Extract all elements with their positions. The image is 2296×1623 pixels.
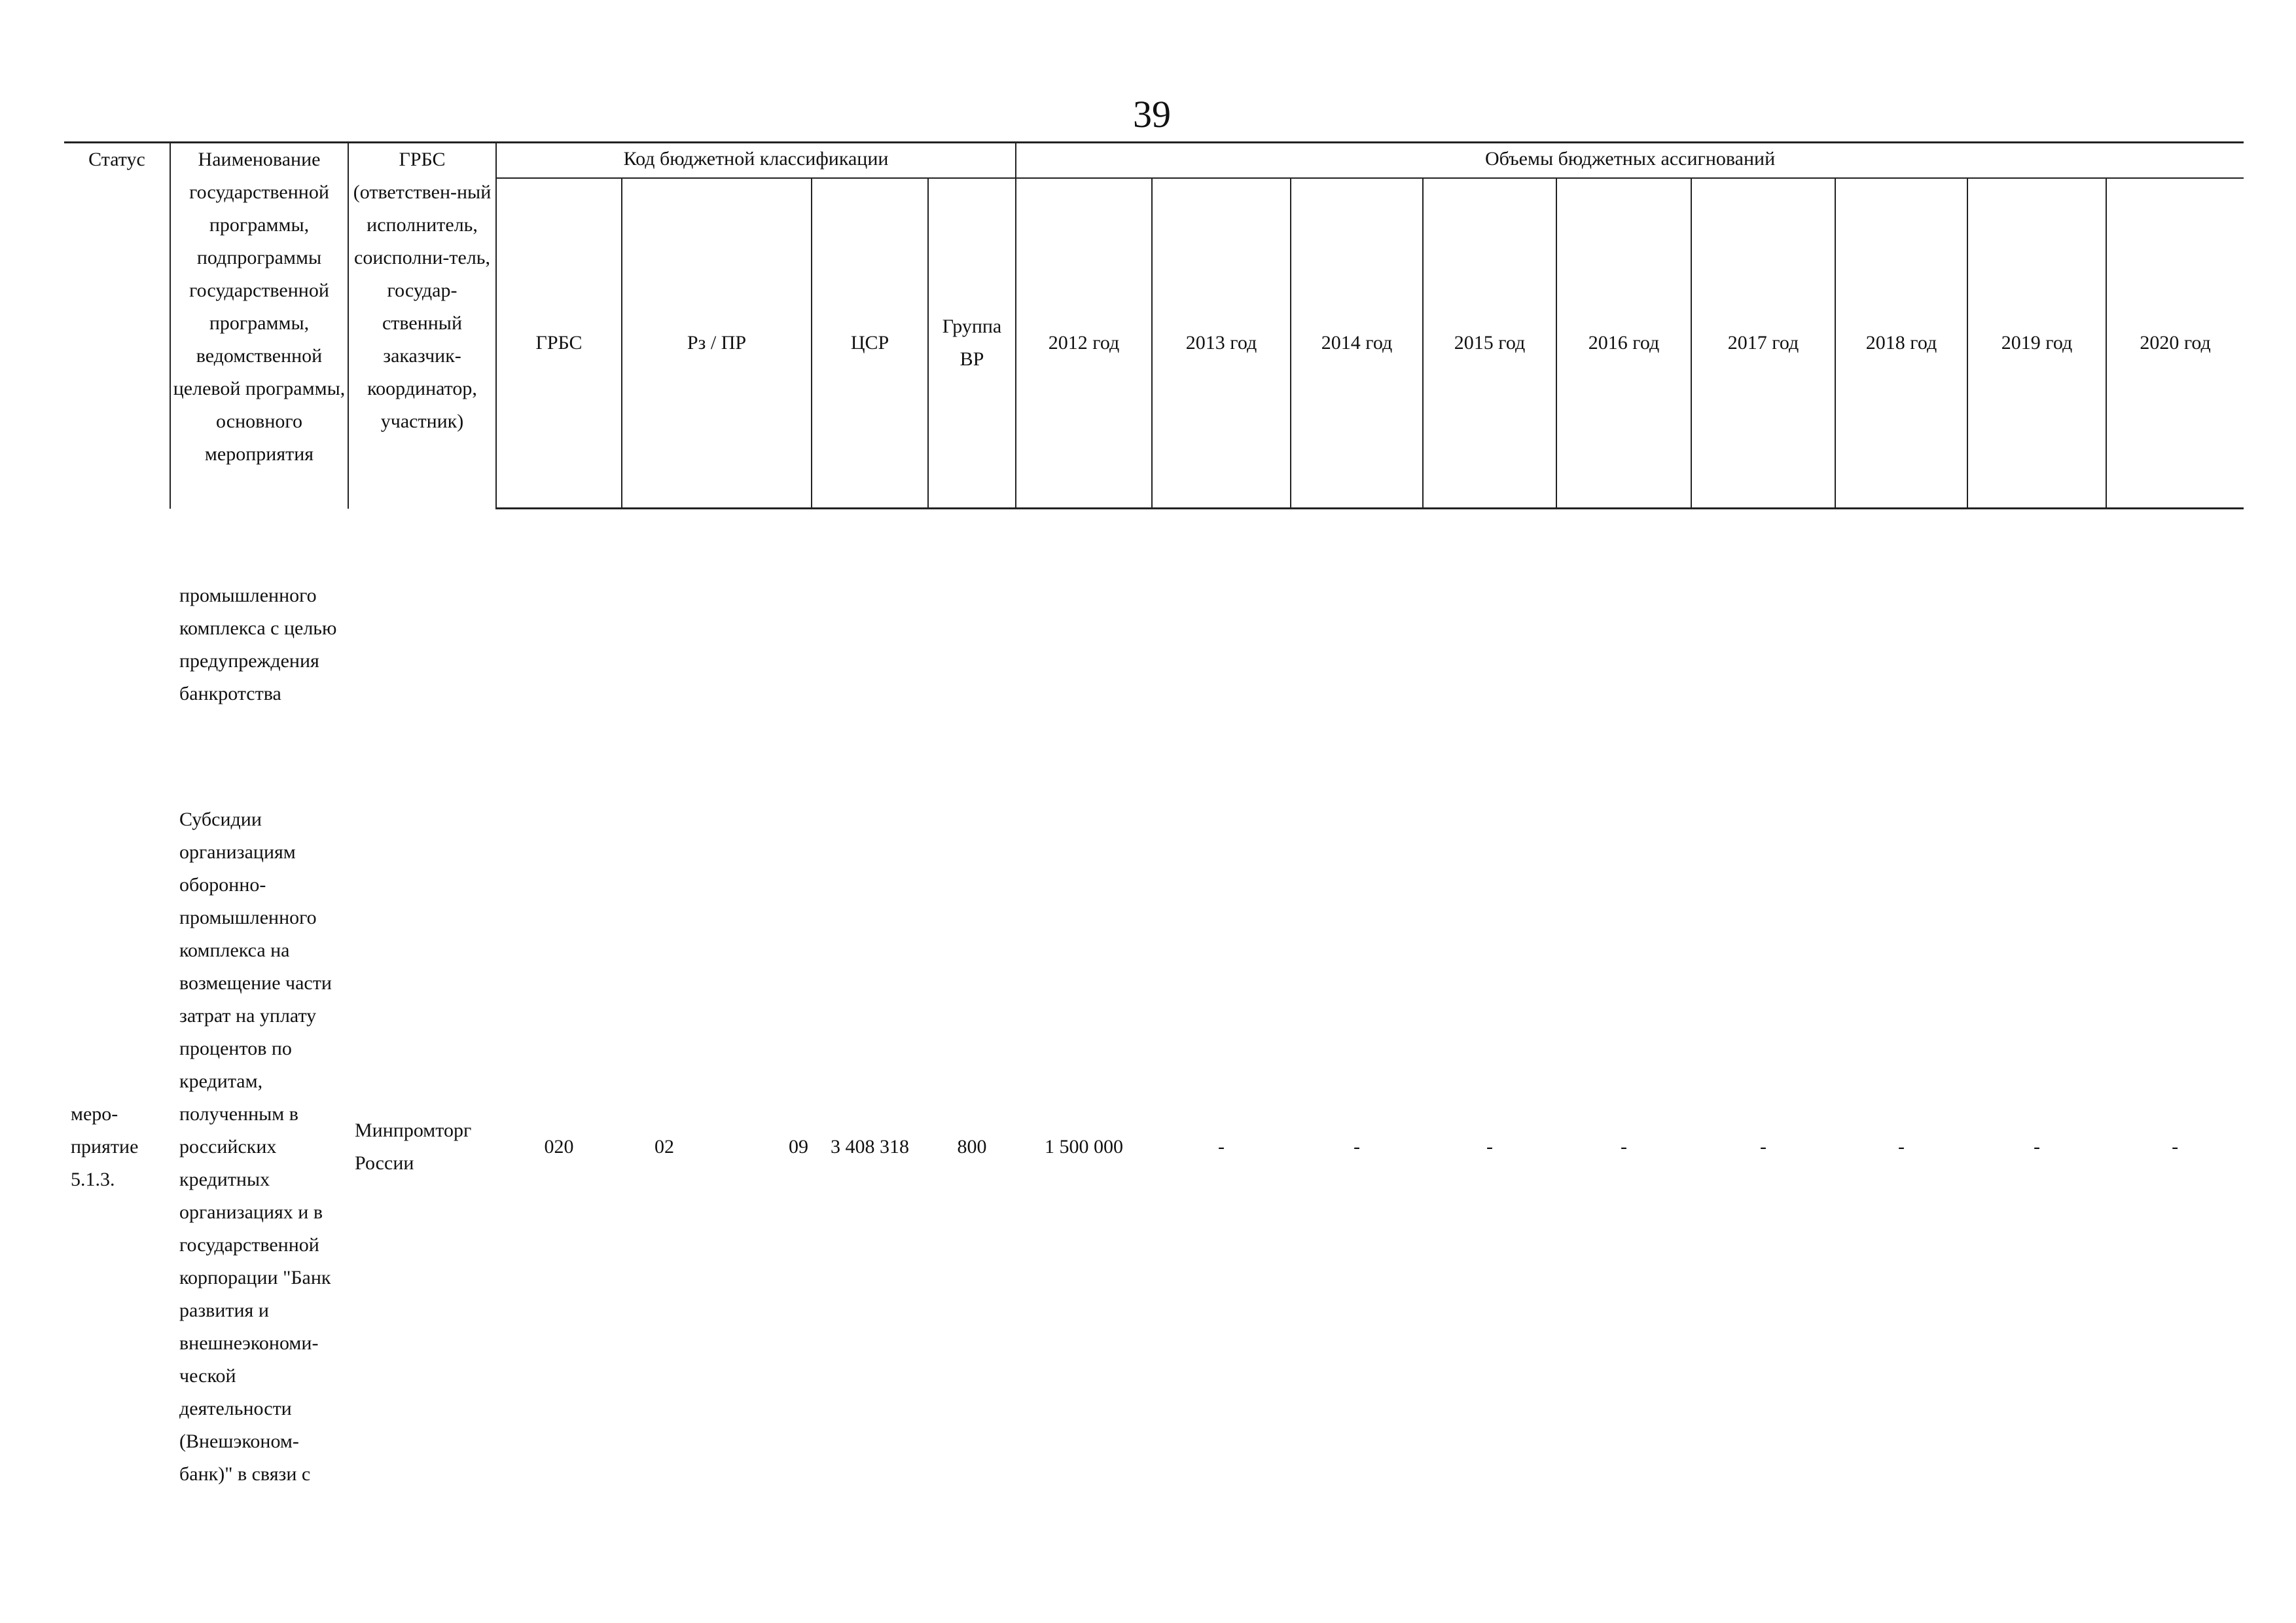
cell-year-value: -: [1760, 1136, 1767, 1158]
cell-year-value: [1152, 550, 1291, 740]
header-year: 2015 год: [1423, 178, 1556, 509]
header-year: 2018 год: [1835, 178, 1967, 509]
cell-year-value: [1291, 550, 1423, 740]
header-year: 2012 год: [1016, 178, 1152, 509]
header-year: 2017 год: [1691, 178, 1835, 509]
cell-group-vr: [928, 550, 1016, 740]
cell-year-value: -: [1486, 1136, 1494, 1158]
cell-executor: Минпромторг России: [355, 1120, 472, 1174]
header-year: 2014 год: [1291, 178, 1423, 509]
spacer-row: [64, 740, 2244, 780]
cell-year-value: [1967, 550, 2106, 740]
header-rz-pr: Рз / ПР: [622, 178, 812, 509]
cell-rz: 02: [655, 1136, 674, 1158]
cell-year-value: [2106, 550, 2244, 740]
cell-program-name: промышленного комплекса с целью предупреждения банкротства: [179, 585, 337, 704]
cell-status: меро-приятие 5.1.3.: [71, 1103, 139, 1190]
cell-group-vr: 800: [957, 1136, 987, 1158]
cell-year-value: -: [2172, 1136, 2179, 1158]
cell-year-value: [1691, 550, 1835, 740]
page-number: 39: [1133, 93, 1171, 136]
cell-year-value: -: [1621, 1136, 1628, 1158]
cell-year-value: -: [1898, 1136, 1905, 1158]
header-program-name: Наименование государственной программы, подпрограммы государственной программы, ведомственной целевой программы, основного мероприятия: [170, 143, 348, 509]
cell-year-value: [1835, 550, 1967, 740]
cell-year-value: [1423, 550, 1556, 740]
cell-executor: [348, 550, 496, 740]
header-year: 2013 год: [1152, 178, 1291, 509]
header-csr: ЦСР: [812, 178, 928, 509]
header-year: 2020 год: [2106, 178, 2244, 509]
cell-year-value: -: [2034, 1136, 2041, 1158]
header-volumes-group: Объемы бюджетных ассигнований: [1016, 143, 2244, 179]
budget-table: [64, 141, 2244, 1514]
cell-csr: [812, 550, 928, 740]
header-year: 2019 год: [1967, 178, 2106, 509]
cell-rz-pr: [622, 550, 812, 740]
cell-csr: 3 408 318: [831, 1136, 909, 1158]
table-row: [64, 780, 2244, 1514]
table-row: [64, 550, 2244, 740]
cell-grbs: [496, 550, 622, 740]
cell-status: [64, 550, 170, 740]
header-grbs: ГРБС: [496, 178, 622, 509]
cell-year-value: -: [1218, 1136, 1225, 1158]
cell-pr: 09: [789, 1136, 808, 1158]
header-year: 2016 год: [1556, 178, 1691, 509]
spacer-row: [64, 509, 2244, 551]
cell-year-value: 1 500 000: [1045, 1136, 1124, 1158]
cell-grbs: 020: [544, 1136, 574, 1158]
cell-year-value: [1016, 550, 1152, 740]
header-group-vr: Группа ВР: [928, 178, 1016, 509]
cell-year-value: [1556, 550, 1691, 740]
header-code-group: Код бюджетной классификации: [496, 143, 1016, 179]
cell-program-name: Субсидии организациям оборонно-промышленного комплекса на возмещение части затрат на уплату процентов по кредитам, полученным в российских кредитных организациях и в государственной корпорации "Банк развития и внешнеэкономи-ческой деятельности (Внешэконом-банк)" в связи с: [179, 809, 332, 1485]
header-status: Статус: [64, 143, 170, 509]
cell-rz-pr: [622, 780, 812, 1514]
cell-year-value: -: [1354, 1136, 1361, 1158]
header-grbs-executor: ГРБС (ответствен-ный исполнитель, соисполни-тель, государ-ственный заказчик-координатор, участник): [348, 143, 496, 509]
